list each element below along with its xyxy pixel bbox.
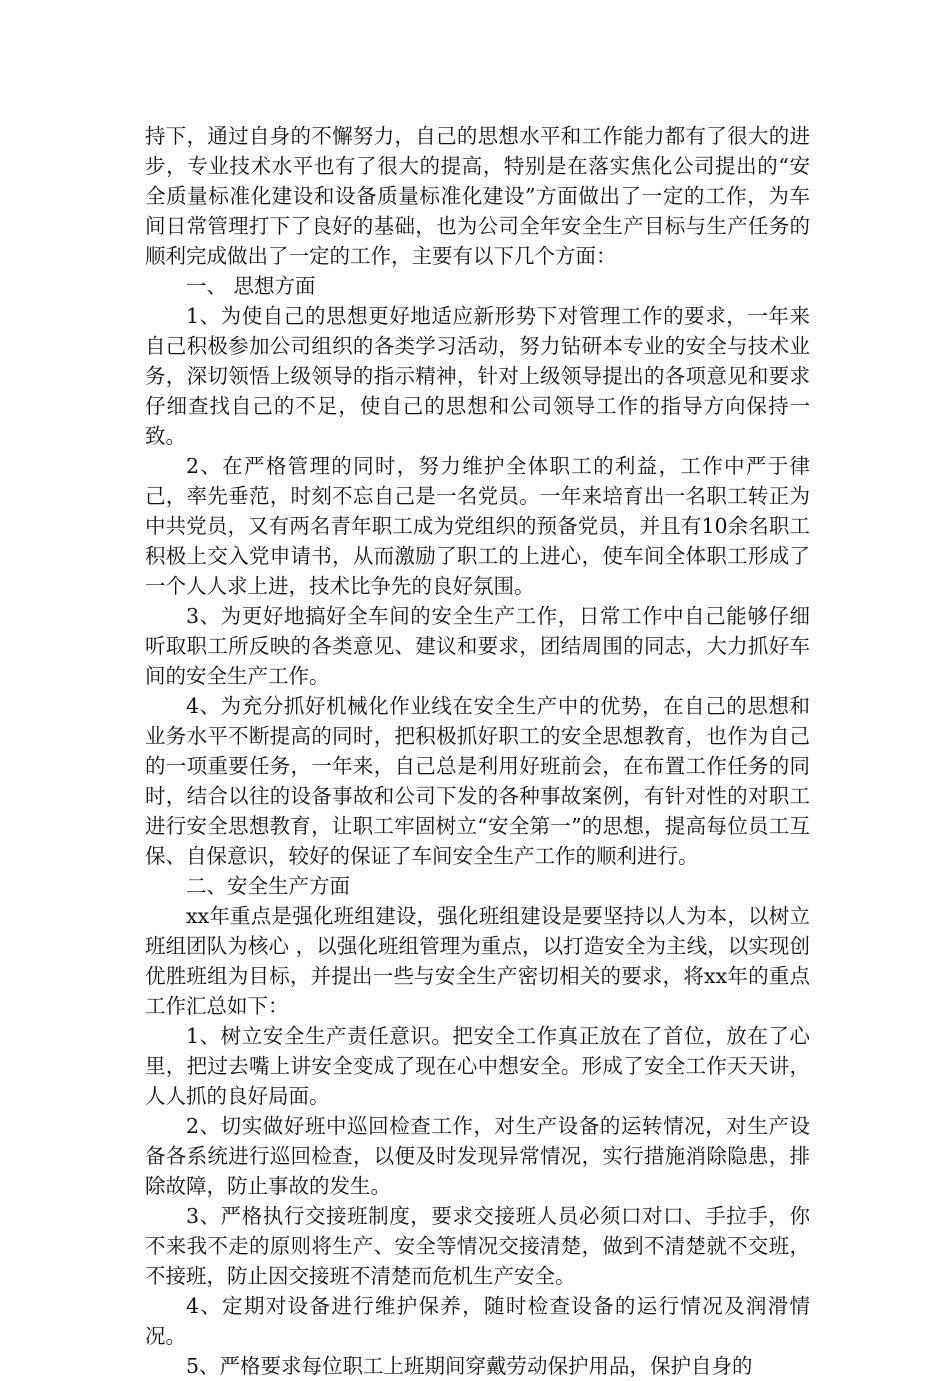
safety-item-5: 5、严格要求每位职工上班期间穿戴劳动保护用品，保护自身的 bbox=[186, 1354, 753, 1378]
thought-item-4: 4、为充分抓好机械化作业线在安全生产中的优势，在自己的思想和业务水平不断提高的同时，把积极抓好职工的安全思想教育，也作为自己的一项重要任务，一年来，自己总是利用好班前会，在布置工作任务的同时，结合以往的设备事故和公司下发的各种事故案例，有针对性的对职工进行安全思想教育，让职工牢固树立“安全第一”的思想，提高每位员工互保、自保意识，较好的保证了车间安全生产工作的顺利进行。 bbox=[145, 694, 810, 868]
thought-item-1: 1、为使自己的思想更好地适应新形势下对管理工作的要求，一年来自己积极参加公司组织的各类学习活动，努力钻研本专业的安全与技术业务，深切领悟上级领导的指示精神，针对上级领导提出的各项意见和要求仔细查找自己的不足，使自己的思想和公司领导工作的指导方向保持一致。 bbox=[145, 304, 810, 448]
safety-item-1: 1、树立安全生产责任意识。把安全工作真正放在了首位，放在了心里，把过去嘴上讲安全变成了现在心中想安全。形成了安全工作天天讲，人人抓的良好局面。 bbox=[145, 1024, 810, 1108]
safety-intro: xx年重点是强化班组建设，强化班组建设是要坚持以人为本，以树立班组团队为核心 ，以强化班组管理为重点，以打造安全为主线，以实现创优胜班组为目标，并提出一些与安全生产密切相关的要求，将xx年的重点工作汇总如下： bbox=[145, 904, 810, 1018]
document-body bbox=[145, 121, 810, 1381]
safety-item-2: 2、切实做好班中巡回检查工作，对生产设备的运转情况，对生产设备各系统进行巡回检查，以便及时发现异常情况，实行措施消除隐患，排除故障，防止事故的发生。 bbox=[145, 1114, 810, 1198]
thought-item-2: 2、在严格管理的同时，努力维护全体职工的利益，工作中严于律己，率先垂范，时刻不忘自己是一名党员。一年来培育出一名职工转正为中共党员，又有两名青年职工成为党组织的预备党员，并且有10余名职工积极上交入党申请书，从而激励了职工的上进心，使车间全体职工形成了一个人人求上进，技术比争先的良好氛围。 bbox=[145, 454, 810, 598]
safety-item-4: 4、定期对设备进行维护保养，随时检查设备的运行情况及润滑情况。 bbox=[145, 1294, 810, 1348]
section-heading-safety: 二、安全生产方面 bbox=[186, 874, 350, 898]
section-heading-thought: 一、 思想方面 bbox=[186, 274, 316, 298]
safety-item-3: 3、严格执行交接班制度，要求交接班人员必须口对口、手拉手，你不来我不走的原则将生产、安全等情况交接清楚，做到不清楚就不交班，不接班，防止因交接班不清楚而危机生产安全。 bbox=[145, 1204, 810, 1288]
intro-paragraph: 持下，通过自身的不懈努力，自己的思想水平和工作能力都有了很大的进步，专业技术水平也有了很大的提高，特别是在落实焦化公司提出的“安全质量标准化建设和设备质量标准化建设”方面做出了一定的工作，为车间日常管理打下了良好的基础，也为公司全年安全生产目标与生产任务的顺利完成做出了一定的工作，主要有以下几个方面： bbox=[145, 124, 810, 268]
thought-item-3: 3、为更好地搞好全车间的安全生产工作，日常工作中自己能够仔细听取职工所反映的各类意见、建议和要求，团结周围的同志，大力抓好车间的安全生产工作。 bbox=[145, 604, 810, 688]
